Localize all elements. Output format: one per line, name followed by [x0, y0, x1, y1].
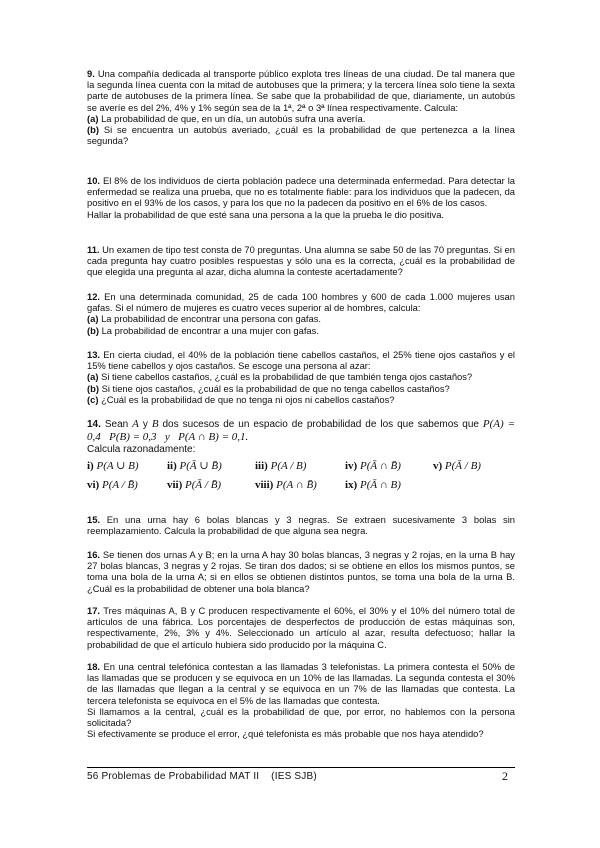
problem-16-text: 16. Se tienen dos urnas A y B; en la urna A hay 30 bolas blancas, 3 negras y 2 rojas, en la urna B hay 27 bolas blancas, 3 negras y 2 rojas. Se tiran dos dados; si se obtiene en ellos los mismos puntos, se toma una bola de la urna A; si en ellos se obtienen distintos puntos, se toma una bola de la urna B. ¿Cuál es la probabilidad de obtener una bola blanca?	[87, 549, 515, 594]
item-ix: ix) P(Ā ∩ B)	[345, 478, 401, 491]
problem-11-text: 11. Un examen de tipo test consta de 70 preguntas. Una alumna se sabe 50 de las 70 preguntas. Si en cada pregunta hay cuatro posibles respuestas y sólo una es la correcta, ¿cuál es la probabilidad de que elegida una pregunta al azar, dicha alumna la conteste acertadamente?	[87, 244, 515, 278]
problem-10-question: Hallar la probabilidad de que esté sana una persona a la que la prueba le dio positiva.	[87, 208, 445, 220]
problem-13	[87, 349, 515, 405]
item-i: i) P(A ∪ B)	[87, 460, 139, 473]
problem-12	[87, 291, 515, 336]
problem-11	[87, 244, 515, 278]
item-iv: iv) P(Ā ∩ B̄)	[345, 459, 401, 472]
problem-9-intro: 9. Una compañía dedicada al transporte público explota tres líneas de una ciudad. De tal manera que la segunda línea cuenta con la mitad de autobuses que la primera; y la tercera línea solo tiene la sexta parte de autobuses de la primera línea. Se sabe que la probabilidad de que, diariamente, un autobús se averíe es del 2%, 4% y 1% según sea de la 1ª, 2ª o 3ª línea respectivamente. Calcula:	[87, 68, 516, 113]
problem-17-text: 17. Tres máquinas A, B y C producen respectivamente el 60%, el 30% y el 10% del número total de artículos de una fábrica. Los porcentajes de desperfectos de producción de estas máquinas son, respectivamente, 2%, 3% y 4%. Seleccionado un artículo al azar, resulta defectuoso; hallar la probabilidad de que el artículo hubiera sido producido por la máquina C.	[87, 605, 515, 650]
problem-12-intro: 12. En una determinada comunidad, 25 de cada 100 hombres y 600 de cada 1.000 mujeres usan gafas. Si el número de mujeres es cuatro veces superior al de hombres, calcula:	[87, 291, 515, 314]
given-pb: P(B) = 0,3	[109, 431, 157, 443]
footer-title: 56 Problemas de Probabilidad MAT II (IES SJB)	[87, 771, 317, 782]
item-iii: iii) P(A / B)	[255, 459, 307, 472]
footer-divider	[87, 767, 515, 768]
problem-18-question-2: Si efectivamente se produce el error, ¿qué telefonista es más probable que nos haya atendido?	[87, 728, 484, 740]
problem-14-items-row-2	[87, 476, 515, 493]
problem-13-part-b: (b) Si tiene ojos castaños, ¿cuál es la probabilidad de que no tenga cabellos castaños?	[87, 382, 450, 394]
page-number: 2	[502, 769, 508, 783]
problem-14-items-row-1	[87, 457, 515, 474]
problem-18-text: 18. En una central telefónica contestan a las llamadas 3 telefonistas. La primera contesta el 50% de las llamadas que se producen y se equivoca en un 10% de las llamadas. La segunda contesta el 30% de las llamadas que llegan a la central y se equivoca en un 7% de las llamadas que contesta. La tercera telefonista se equivoca en el 5% de las llamadas que contesta.	[87, 661, 516, 706]
problem-12-part-a: (a) La probabilidad de encontrar una persona con gafas.	[87, 313, 322, 325]
problem-14-text: 14. Sean A y B dos sucesos de un espacio de probabilidad de los que sabemos que P(A) = 0,4 P(B) = 0,3 y P(A ∩ B) = 0,1.	[87, 418, 515, 443]
problem-13-intro: 13. En cierta ciudad, el 40% de la población tiene cabellos castaños, el 25% tiene ojos castaños y el 15% tiene cabellos y ojos castaños. Se escoge una persona al azar:	[87, 349, 515, 372]
problem-14	[87, 418, 515, 493]
problem-14-calc: Calcula razonadamente:	[87, 444, 196, 455]
problem-13-part-c: (c) ¿Cuál es la probabilidad de que no tenga ni ojos ni cabellos castaños?	[87, 393, 395, 405]
problem-18	[87, 661, 515, 739]
given-pab: P(A ∩ B) = 0,1.	[178, 431, 249, 443]
problem-10-text: 10. El 8% de los individuos de cierta población padece una determinada enfermedad. Para detectar la enfermedad se realiza una prueba, que no es totalmente fiable: para los individuos que la padecen, da positivo en el 93% de los casos, y para los que no la padecen da positivo en el 6% de los casos.	[87, 175, 515, 209]
problem-number: 9.	[87, 68, 95, 79]
problem-15-text: 15. En una urna hay 6 bolas blancas y 3 negras. Se extraen sucesivamente 3 bolas sin reemplazamiento. Calcula la probabilidad de que alguna sea negra.	[87, 514, 515, 537]
problem-9	[87, 68, 515, 146]
problem-9-part-b: (b) Si se encuentra un autobús averiado, ¿cuál es la probabilidad de que pertenezca a la línea segunda?	[87, 124, 515, 147]
item-vii: vii) P(Ā / B̄)	[167, 478, 222, 491]
problem-9-part-a: (a) La probabilidad de que, en un día, un autobús sufra una avería.	[87, 112, 366, 124]
item-ii: ii) P(Ā ∪ B̄)	[167, 460, 222, 473]
problem-13-part-a: (a) Si tiene cabellos castaños, ¿cuál es la probabilidad de que también tenga ojos castaños?	[87, 371, 473, 383]
given-pa: P(A) = 0,4	[87, 418, 515, 443]
problem-18-question-1: Si llamamos a la central, ¿cuál es la probabilidad de que, por error, no hablemos con la persona solicitada?	[87, 705, 515, 729]
item-viii: viii) P(A ∩ B̄)	[255, 478, 317, 491]
problem-16	[87, 549, 515, 594]
problem-12-part-b: (b) La probabilidad de encontrar a una mujer con gafas.	[87, 324, 319, 336]
problem-15	[87, 514, 515, 536]
problem-17	[87, 605, 515, 650]
item-vi: vi) P(A / B̄)	[87, 478, 138, 491]
item-v: v) P(Ā / B)	[433, 459, 481, 472]
problem-10	[87, 175, 515, 220]
